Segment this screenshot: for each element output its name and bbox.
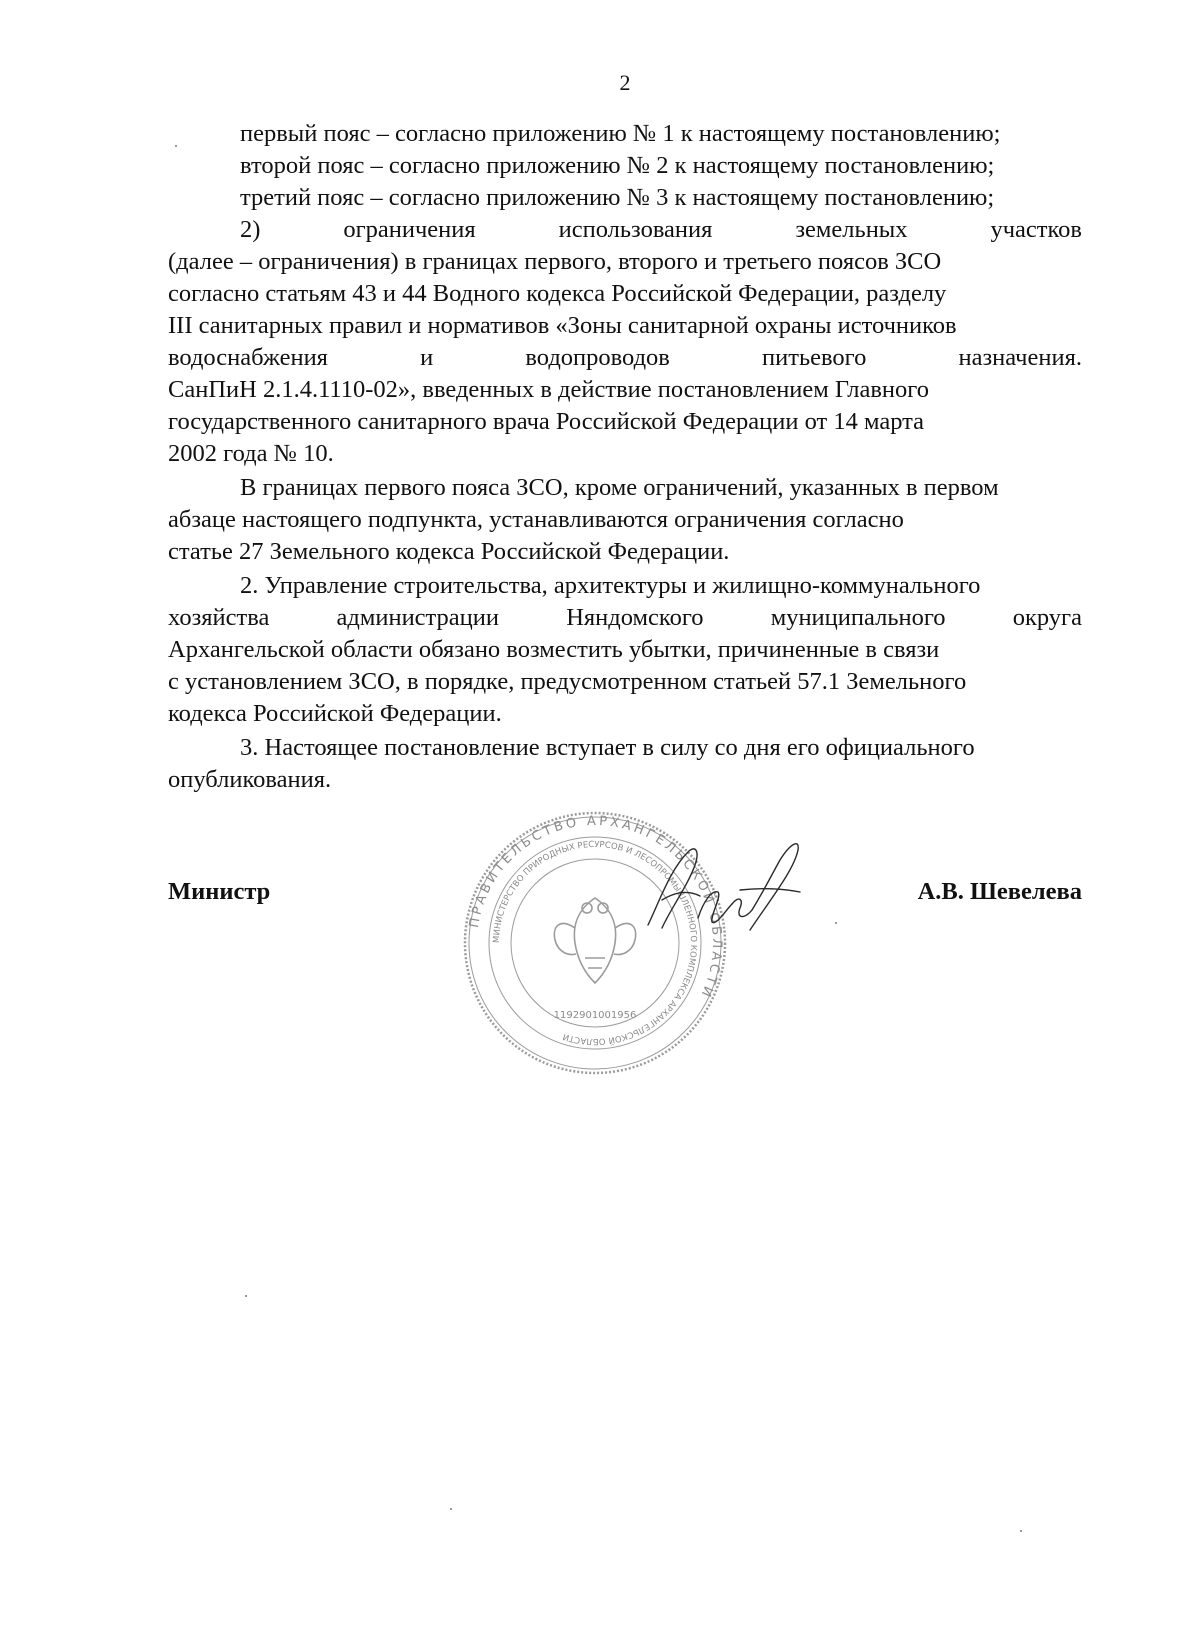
scan-speck bbox=[1020, 1530, 1022, 1532]
scan-speck bbox=[450, 1508, 452, 1510]
word: ограничения bbox=[343, 216, 476, 243]
word: питьевого bbox=[762, 344, 867, 371]
item-2-line-8: 2002 года № 10. bbox=[168, 440, 334, 467]
item-2-line-6: СанПиН 2.1.4.1110-02», введенных в действие постановлением Главного bbox=[168, 376, 929, 403]
word: участков bbox=[990, 216, 1082, 243]
belt-1-line: первый пояс – согласно приложению № 1 к настоящему постановлению; bbox=[240, 120, 1001, 147]
belt-3-line: третий пояс – согласно приложению № 3 к настоящему постановлению; bbox=[240, 184, 995, 211]
seal-inner-text: МИНИСТЕРСТВО ПРИРОДНЫХ РЕСУРСОВ И ЛЕСОПРОМЫШЛЕННОГО КОМПЛЕКСА АРХАНГЕЛЬСКОЙ ОБЛАСТИ bbox=[491, 839, 699, 1047]
signer-position: Министр bbox=[168, 878, 271, 905]
belt-1-restrictions-line-2: абзаце настоящего подпункта, устанавливаются ограничения согласно bbox=[168, 506, 904, 533]
word: земельных bbox=[795, 216, 908, 243]
paragraph-2-line-4: с установлением ЗСО, в порядке, предусмотренном статьей 57.1 Земельного bbox=[168, 668, 967, 695]
item-2-line-5 bbox=[168, 342, 1082, 374]
paragraph-2-line-2 bbox=[168, 602, 1082, 634]
paragraph-3-line-1: 3. Настоящее постановление вступает в силу со дня его официального bbox=[240, 734, 975, 761]
word: хозяйства bbox=[168, 604, 270, 631]
word: и bbox=[420, 344, 434, 371]
scan-speck bbox=[245, 1295, 247, 1297]
belt-1-restrictions-line-1: В границах первого пояса ЗСО, кроме ограничений, указанных в первом bbox=[240, 474, 999, 501]
belt-2-line: второй пояс – согласно приложению № 2 к настоящему постановлению; bbox=[240, 152, 995, 179]
document-body bbox=[168, 118, 1082, 796]
paragraph-3-line-2: опубликования. bbox=[168, 766, 332, 793]
word: Няндомского bbox=[566, 604, 704, 631]
item-2-line-2: (далее – ограничения) в границах первого, второго и третьего поясов ЗСО bbox=[168, 248, 942, 275]
word: использования bbox=[558, 216, 713, 243]
paragraph-2-line-5: кодекса Российской Федерации. bbox=[168, 700, 502, 727]
word: водопроводов bbox=[525, 344, 670, 371]
paragraph-2-line-1: 2. Управление строительства, архитектуры и жилищно-коммунального bbox=[240, 572, 981, 599]
paragraph-2-line-3: Архангельской области обязано возместить убытки, причиненные в связи bbox=[168, 636, 940, 663]
word: водоснабжения bbox=[168, 344, 328, 371]
item-2-line-7: государственного санитарного врача Российской Федерации от 14 марта bbox=[168, 408, 925, 435]
belt-1-restrictions-line-3: статье 27 Земельного кодекса Российской Федерации. bbox=[168, 538, 730, 565]
scan-speck bbox=[175, 145, 177, 147]
item-2-line-3: согласно статьям 43 и 44 Водного кодекса Российской Федерации, разделу bbox=[168, 280, 947, 307]
scan-speck bbox=[835, 922, 837, 924]
page-number: 2 bbox=[619, 70, 631, 95]
signer-name: А.В. Шевелева bbox=[917, 878, 1082, 905]
word: администрации bbox=[336, 604, 500, 631]
seal-number: 1192901001956 bbox=[553, 1010, 637, 1021]
word: округа bbox=[1012, 604, 1082, 631]
word: назначения. bbox=[958, 344, 1082, 371]
seal-outer-text: ПРАВИТЕЛЬСТВО АРХАНГЕЛЬСКОЙ ОБЛАСТИ bbox=[466, 813, 725, 1002]
item-2-line-4: III санитарных правил и нормативов «Зоны санитарной охраны источников bbox=[168, 312, 957, 339]
word: муниципального bbox=[770, 604, 946, 631]
handwritten-signature bbox=[640, 830, 820, 950]
word: 2) bbox=[240, 216, 261, 243]
item-2-line-1 bbox=[168, 214, 1082, 246]
